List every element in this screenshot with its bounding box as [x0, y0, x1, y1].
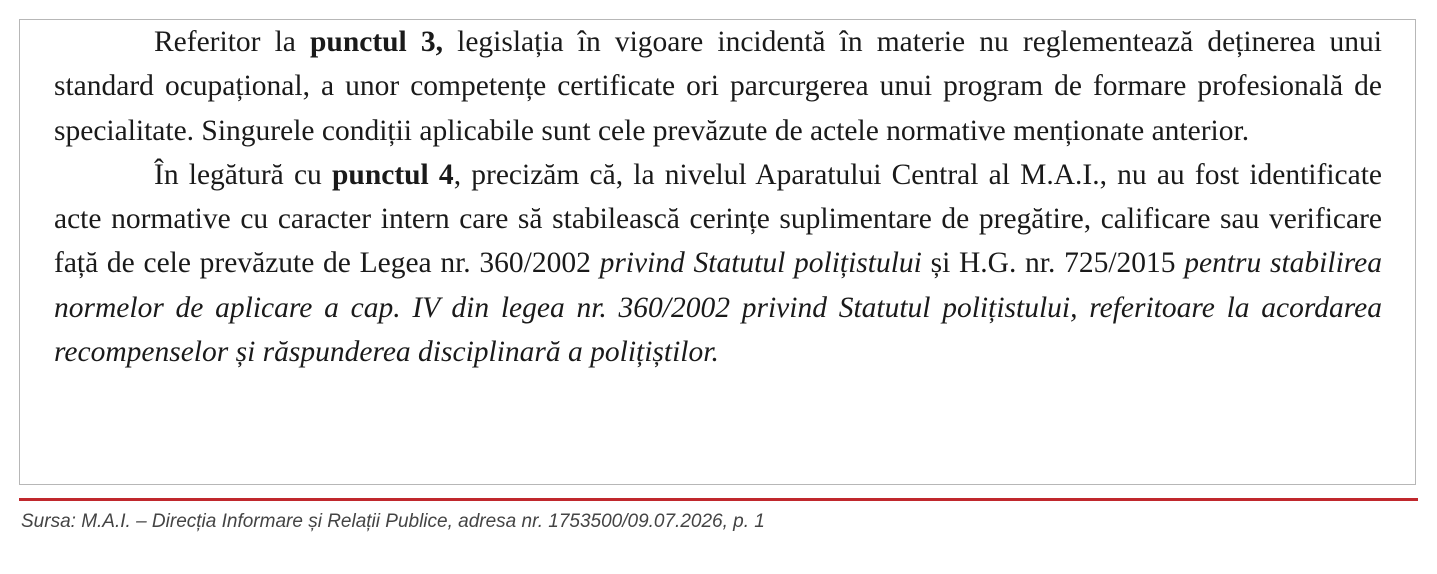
italic-hg-title: pentru stabilirea normelor de aplicare a cap. IV din legea nr. 360/2002 privind Statutul polițistului, referitoare la acordarea recompenselor și răspunderea disciplinară a polițiștilor. — [54, 247, 1382, 369]
quote-box — [19, 19, 1416, 485]
paragraph-punctul-4 — [54, 153, 1382, 374]
paragraph-text: În legătură cu — [154, 158, 332, 191]
paragraph-text: legislația în vigoare incidentă în materie nu reglementează deținerea unui standard ocupațional, a unor competențe certificate ori parcurgerea unui program de formare profesională de specialitate. Singurele condiții aplicabile sunt cele prevăzute de actele normative menționate anterior. — [54, 26, 1382, 147]
paragraph-punctul-3 — [54, 20, 1382, 153]
document-body — [54, 20, 1382, 374]
paragraph-text: și H.G. nr. 725/2015 — [921, 247, 1185, 280]
paragraph-text: , precizăm că, la nivelul Aparatului Central al M.A.I., nu au fost identificate acte normative cu caracter intern care să stabilească cerințe suplimentare de pregătire, calificare sau verificare față de cele prevăzute de Legea nr. 360/2002 — [54, 158, 1382, 280]
red-divider — [19, 498, 1418, 501]
paragraph-text: Referitor la — [154, 26, 311, 58]
bold-reference: punctul 3, — [310, 26, 444, 58]
bold-reference: punctul 4 — [332, 158, 454, 191]
source-caption: Sursa: M.A.I. – Direcția Informare și Relații Publice, adresa nr. 1753500/09.07.2026, p. 1 — [21, 511, 765, 532]
italic-law-title: privind Statutul polițistului — [599, 247, 922, 280]
